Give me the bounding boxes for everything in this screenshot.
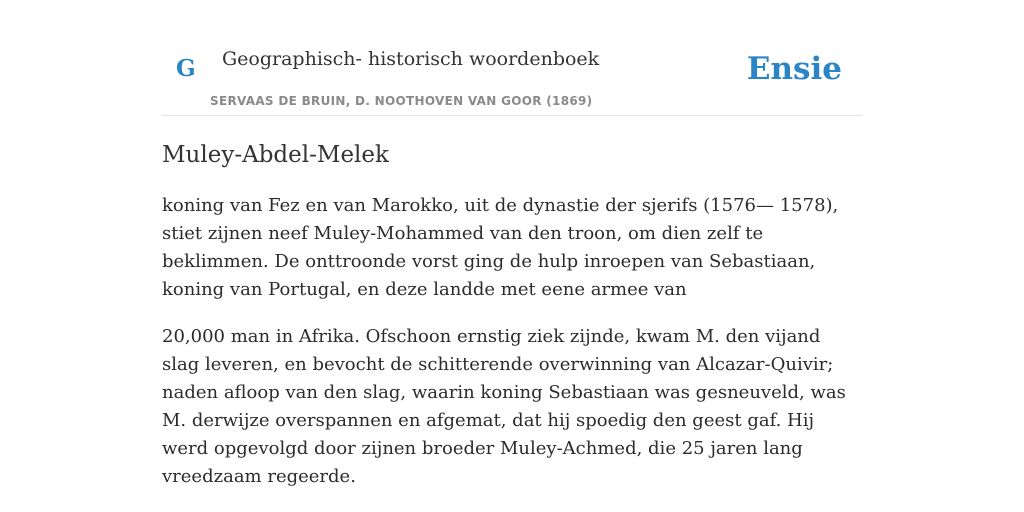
- book-header: [162, 0, 862, 116]
- ensie-logo-link[interactable]: Ensie: [746, 51, 842, 87]
- book-letter-icon[interactable]: G: [176, 55, 196, 82]
- entry-paragraph-1: koning van Fez en van Marokko, uit de dynastie der sjerifs (1576— 1578), stiet zijnen neef Muley-Mohammed van den troon, om dien zelf te beklimmen. De onttroonde vorst ging de hulp inroepen van Sebastiaan, koning van Portugal, en deze landde met eene armee van: [162, 195, 839, 300]
- entry-page: [162, 0, 862, 487]
- book-title-link[interactable]: Geographisch- historisch woordenboek: [222, 48, 600, 70]
- entry-paragraph-2: 20,000 man in Afrika. Ofschoon ernstig ziek zijnde, kwam M. den vijand slag leveren, en bevocht de schitterende overwinning van Alcazar-Quivir; naden afloop van den slag, waarin koning Sebastiaan was gesneuveld, was M. derwijze overspannen en afgemat, dat hij spoedig den geest gaf. Hij werd opgevolgd door zijnen broeder Muley-Achmed, die 25 jaren lang vreedzaam regeerde.: [162, 326, 846, 487]
- entry-title: Muley-Abdel-Melek: [162, 142, 389, 168]
- book-author: SERVAAS DE BRUIN, D. NOOTHOVEN VAN GOOR (1869): [210, 94, 593, 108]
